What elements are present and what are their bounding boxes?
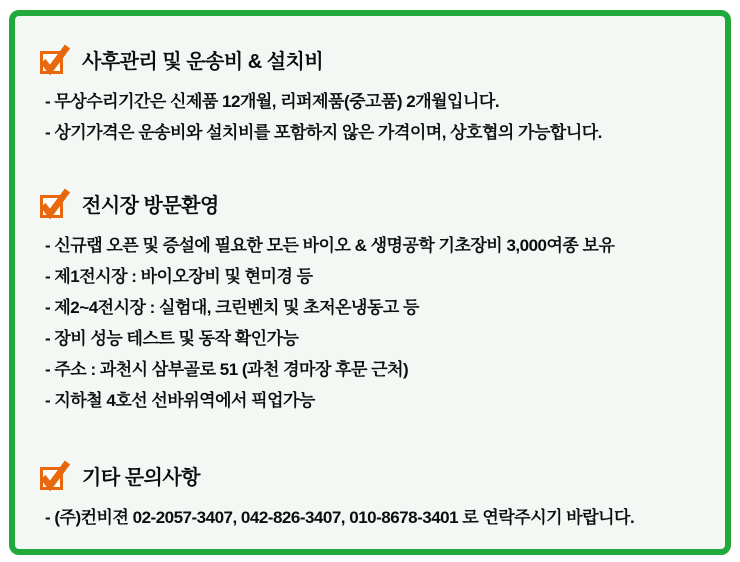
section-title: 전시장 방문환영: [82, 194, 219, 217]
section-showroom: [39, 188, 711, 416]
bullet-line: - 무상수리기간은 신제품 12개월, 리퍼제품(중고품) 2개월입니다.: [45, 92, 500, 111]
section-contact: [39, 460, 711, 533]
bullet-list: [45, 230, 711, 416]
section-heading: [39, 44, 711, 74]
section-title: 기타 문의사항: [82, 466, 200, 489]
bullet-line: - 장비 성능 테스트 및 동작 확인가능: [45, 329, 299, 348]
bullet-list: [45, 502, 711, 533]
bullet-list: [45, 86, 711, 148]
section-title: 사후관리 및 운송비 & 설치비: [82, 50, 324, 73]
bullet-line: - 상기가격은 운송비와 설치비를 포함하지 않은 가격이며, 상호협의 가능합니다.: [45, 123, 602, 142]
card-content: [15, 16, 725, 533]
bullet-line: - 주소 : 과천시 삼부골로 51 (과천 경마장 후문 근처): [45, 360, 409, 379]
bullet-line: - 제1전시장 : 바이오장비 및 현미경 등: [45, 267, 313, 286]
bullet-line: - 제2~4전시장 : 실험대, 크린벤치 및 초저온냉동고 등: [45, 298, 419, 317]
section-heading: [39, 460, 711, 490]
orange-checkbox-icon: [39, 188, 69, 218]
orange-checkbox-icon: [39, 460, 69, 490]
bullet-line: - (주)컨비젼 02-2057-3407, 042-826-3407, 010-8678-3401 로 연락주시기 바랍니다.: [45, 508, 635, 527]
orange-checkbox-icon: [39, 44, 69, 74]
section-heading: [39, 188, 711, 218]
notice-card: [9, 10, 731, 555]
bullet-line: - 신규랩 오픈 및 증설에 필요한 모든 바이오 & 생명공학 기초장비 3,000여종 보유: [45, 236, 615, 255]
section-aftercare-shipping: [39, 44, 711, 148]
bullet-line: - 지하철 4호선 선바위역에서 픽업가능: [45, 391, 315, 410]
